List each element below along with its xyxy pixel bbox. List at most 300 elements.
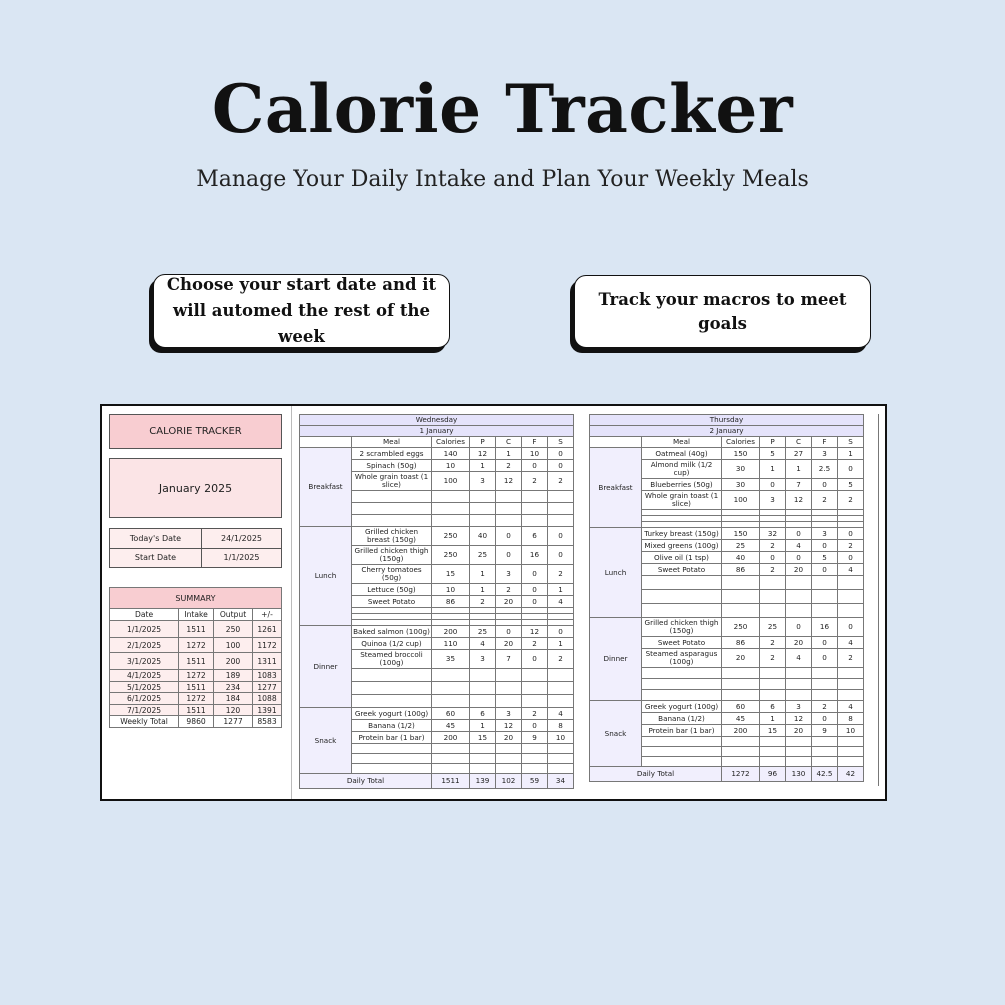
food-value[interactable]: 2 (838, 540, 864, 552)
empty-cell[interactable] (786, 668, 812, 679)
food-value[interactable]: 0 (838, 618, 864, 637)
empty-cell[interactable] (786, 757, 812, 767)
food-value[interactable]: 0 (838, 552, 864, 564)
empty-cell[interactable] (548, 682, 574, 695)
empty-cell[interactable] (352, 515, 432, 527)
food-value[interactable]: 16 (812, 618, 838, 637)
food-name[interactable]: Greek yogurt (100g) (352, 708, 432, 720)
food-value[interactable]: 20 (722, 649, 760, 668)
food-value[interactable]: 86 (722, 637, 760, 649)
empty-cell[interactable] (760, 679, 786, 690)
food-value[interactable]: 0 (496, 527, 522, 546)
food-value[interactable]: 12 (786, 491, 812, 510)
summary-cell: 1088 (253, 693, 282, 705)
food-value[interactable]: 2 (760, 564, 786, 576)
start-date-label: Start Date (110, 548, 202, 568)
food-name[interactable]: Mixed greens (100g) (642, 540, 722, 552)
column-header: Calories (722, 437, 760, 448)
food-value[interactable]: 1 (470, 460, 496, 472)
food-value[interactable]: 60 (432, 708, 470, 720)
food-value[interactable]: 4 (548, 708, 574, 720)
food-value[interactable]: 0 (760, 552, 786, 564)
summary-cell: 7/1/2025 (110, 705, 179, 716)
food-value[interactable]: 2 (522, 708, 548, 720)
empty-cell[interactable] (496, 695, 522, 708)
food-value[interactable]: 16 (522, 546, 548, 565)
food-value[interactable]: 15 (470, 732, 496, 744)
food-value[interactable]: 3 (786, 701, 812, 713)
callout-start-date (153, 274, 450, 348)
food-value[interactable]: 200 (722, 725, 760, 737)
empty-cell[interactable] (496, 491, 522, 503)
food-value[interactable]: 3 (470, 472, 496, 491)
empty-cell[interactable] (352, 491, 432, 503)
empty-cell[interactable] (548, 744, 574, 754)
food-value[interactable]: 150 (722, 448, 760, 460)
summary-cell: 1272 (179, 670, 214, 682)
food-value[interactable]: 2 (812, 491, 838, 510)
food-value[interactable]: 1 (838, 448, 864, 460)
meal-name: Lunch (590, 528, 642, 618)
food-value[interactable]: 0 (522, 584, 548, 596)
empty-cell[interactable] (786, 690, 812, 701)
empty-cell[interactable] (470, 491, 496, 503)
food-value[interactable]: 4 (470, 638, 496, 650)
food-name[interactable]: Greek yogurt (100g) (642, 701, 722, 713)
empty-cell[interactable] (760, 747, 786, 757)
food-value[interactable]: 45 (722, 713, 760, 725)
food-name[interactable]: Whole grain toast (1 slice) (642, 491, 722, 510)
food-value[interactable]: 25 (470, 626, 496, 638)
food-value[interactable]: 250 (432, 527, 470, 546)
empty-cell[interactable] (722, 737, 760, 747)
empty-cell[interactable] (642, 690, 722, 701)
food-value[interactable]: 27 (786, 448, 812, 460)
food-value[interactable]: 20 (496, 732, 522, 744)
empty-cell[interactable] (548, 695, 574, 708)
food-name[interactable]: Protein bar (1 bar) (352, 732, 432, 744)
food-value[interactable]: 1 (470, 565, 496, 584)
empty-cell[interactable] (812, 757, 838, 767)
food-value[interactable]: 0 (548, 626, 574, 638)
empty-cell[interactable] (522, 754, 548, 764)
food-value[interactable]: 45 (432, 720, 470, 732)
empty-cell[interactable] (352, 695, 432, 708)
empty-cell[interactable] (722, 604, 760, 618)
empty-cell[interactable] (812, 679, 838, 690)
empty-cell[interactable] (722, 576, 760, 590)
food-value[interactable]: 1 (548, 638, 574, 650)
empty-cell[interactable] (838, 668, 864, 679)
empty-cell[interactable] (470, 515, 496, 527)
empty-cell[interactable] (838, 690, 864, 701)
food-value[interactable]: 0 (786, 528, 812, 540)
blank-header (590, 437, 642, 448)
food-value[interactable]: 140 (432, 448, 470, 460)
day-name: Thursday (590, 415, 864, 426)
empty-cell[interactable] (812, 690, 838, 701)
food-value[interactable]: 20 (786, 725, 812, 737)
empty-cell[interactable] (722, 590, 760, 604)
food-value[interactable]: 32 (760, 528, 786, 540)
food-value[interactable]: 1 (548, 584, 574, 596)
food-name[interactable]: Grilled chicken breast (150g) (352, 527, 432, 546)
food-value[interactable]: 30 (722, 460, 760, 479)
food-value[interactable]: 5 (760, 448, 786, 460)
food-value[interactable]: 25 (760, 618, 786, 637)
food-value[interactable]: 0 (786, 552, 812, 564)
empty-cell[interactable] (642, 747, 722, 757)
food-value[interactable]: 6 (470, 708, 496, 720)
empty-cell[interactable] (642, 590, 722, 604)
start-date-value[interactable]: 1/1/2025 (202, 548, 282, 568)
food-value[interactable]: 2 (760, 540, 786, 552)
empty-cell[interactable] (352, 764, 432, 774)
empty-cell[interactable] (838, 747, 864, 757)
food-value[interactable]: 7 (496, 650, 522, 669)
summary-row (110, 621, 282, 638)
empty-cell[interactable] (838, 604, 864, 618)
food-value[interactable]: 3 (812, 448, 838, 460)
empty-cell[interactable] (812, 737, 838, 747)
empty-cell[interactable] (432, 754, 470, 764)
empty-cell[interactable] (642, 737, 722, 747)
food-value[interactable]: 6 (760, 701, 786, 713)
food-value[interactable]: 0 (812, 637, 838, 649)
food-value[interactable]: 4 (838, 564, 864, 576)
food-name[interactable]: Almond milk (1/2 cup) (642, 460, 722, 479)
food-value[interactable]: 0 (812, 649, 838, 668)
food-value[interactable]: 5 (812, 552, 838, 564)
food-value[interactable]: 15 (760, 725, 786, 737)
food-value[interactable]: 2 (522, 472, 548, 491)
empty-cell[interactable] (812, 747, 838, 757)
food-value[interactable]: 1 (760, 713, 786, 725)
empty-cell[interactable] (496, 515, 522, 527)
food-value[interactable]: 10 (838, 725, 864, 737)
food-value[interactable]: 12 (470, 448, 496, 460)
empty-cell[interactable] (470, 682, 496, 695)
empty-cell[interactable] (470, 695, 496, 708)
food-value[interactable]: 12 (496, 720, 522, 732)
food-value[interactable]: 86 (432, 596, 470, 608)
food-value[interactable]: 2 (548, 650, 574, 669)
empty-cell[interactable] (352, 682, 432, 695)
empty-cell[interactable] (432, 682, 470, 695)
empty-cell[interactable] (812, 590, 838, 604)
food-value[interactable]: 0 (812, 479, 838, 491)
food-value[interactable]: 25 (722, 540, 760, 552)
food-name[interactable]: Banana (1/2) (352, 720, 432, 732)
food-value[interactable]: 20 (496, 596, 522, 608)
food-value[interactable]: 3 (760, 491, 786, 510)
food-name[interactable]: Spinach (50g) (352, 460, 432, 472)
empty-cell[interactable] (548, 764, 574, 774)
empty-cell[interactable] (470, 764, 496, 774)
food-value[interactable]: 2 (496, 584, 522, 596)
empty-cell[interactable] (352, 669, 432, 682)
empty-cell[interactable] (812, 576, 838, 590)
empty-cell[interactable] (432, 669, 470, 682)
food-name[interactable]: Lettuce (50g) (352, 584, 432, 596)
food-value[interactable]: 0 (496, 626, 522, 638)
food-name[interactable]: Sweet Potato (352, 596, 432, 608)
empty-cell[interactable] (838, 590, 864, 604)
empty-cell[interactable] (786, 679, 812, 690)
food-value[interactable]: 0 (522, 720, 548, 732)
summary-cell: 1/1/2025 (110, 621, 179, 638)
food-value[interactable]: 1 (786, 460, 812, 479)
empty-cell[interactable] (496, 744, 522, 754)
food-name[interactable]: 2 scrambled eggs (352, 448, 432, 460)
food-name[interactable]: Baked salmon (100g) (353, 626, 430, 636)
food-value[interactable]: 10 (522, 448, 548, 460)
empty-cell[interactable] (496, 754, 522, 764)
empty-cell[interactable] (548, 754, 574, 764)
empty-cell[interactable] (522, 491, 548, 503)
food-value[interactable]: 10 (548, 732, 574, 744)
food-value[interactable]: 9 (522, 732, 548, 744)
empty-cell[interactable] (722, 757, 760, 767)
empty-cell[interactable] (786, 590, 812, 604)
food-value[interactable]: 0 (548, 460, 574, 472)
empty-cell[interactable] (496, 669, 522, 682)
food-value[interactable]: 30 (722, 479, 760, 491)
empty-cell[interactable] (352, 503, 432, 515)
empty-cell[interactable] (642, 668, 722, 679)
food-value[interactable]: 2 (496, 460, 522, 472)
food-name[interactable]: Steamed asparagus (100g) (642, 649, 722, 668)
empty-cell[interactable] (522, 764, 548, 774)
food-value[interactable]: 12 (786, 713, 812, 725)
food-value[interactable]: 250 (722, 618, 760, 637)
empty-cell[interactable] (548, 491, 574, 503)
empty-cell[interactable] (642, 576, 722, 590)
food-value[interactable]: 150 (722, 528, 760, 540)
empty-cell[interactable] (722, 747, 760, 757)
food-name[interactable]: Turkey breast (150g) (642, 528, 722, 540)
food-value[interactable]: 2 (470, 596, 496, 608)
empty-cell[interactable] (432, 695, 470, 708)
empty-cell[interactable] (760, 668, 786, 679)
empty-cell[interactable] (548, 515, 574, 527)
food-value[interactable]: 35 (432, 650, 470, 669)
empty-cell[interactable] (352, 744, 432, 754)
empty-cell[interactable] (642, 604, 722, 618)
food-value[interactable]: 10 (432, 584, 470, 596)
food-value[interactable]: 40 (470, 527, 496, 546)
food-value[interactable]: 3 (496, 565, 522, 584)
food-value[interactable]: 0 (838, 528, 864, 540)
empty-cell[interactable] (838, 757, 864, 767)
food-value[interactable]: 10 (432, 460, 470, 472)
empty-cell[interactable] (522, 695, 548, 708)
food-value[interactable]: 0 (548, 527, 574, 546)
empty-cell[interactable] (522, 744, 548, 754)
food-value[interactable]: 3 (812, 528, 838, 540)
food-value[interactable]: 4 (838, 637, 864, 649)
summary-header: Intake (179, 609, 214, 621)
empty-cell[interactable] (522, 515, 548, 527)
day-date-row (590, 426, 864, 437)
food-name[interactable]: Steamed broccoli (100g) (352, 650, 432, 669)
food-value[interactable]: 200 (432, 626, 470, 638)
empty-cell[interactable] (432, 515, 470, 527)
food-name[interactable]: Olive oil (1 tsp) (642, 552, 722, 564)
food-value[interactable]: 0 (838, 460, 864, 479)
summary-cell: 234 (214, 682, 253, 693)
summary-cell: 1511 (179, 705, 214, 716)
empty-cell[interactable] (470, 754, 496, 764)
empty-cell[interactable] (838, 737, 864, 747)
food-name[interactable]: Cherry tomatoes (50g) (352, 565, 432, 584)
empty-cell[interactable] (642, 757, 722, 767)
empty-cell[interactable] (760, 690, 786, 701)
food-value[interactable]: 9 (812, 725, 838, 737)
food-value[interactable]: 4 (786, 649, 812, 668)
food-value[interactable]: 20 (786, 564, 812, 576)
food-name[interactable]: Blueberries (50g) (642, 479, 722, 491)
empty-cell[interactable] (838, 576, 864, 590)
empty-cell[interactable] (470, 744, 496, 754)
food-value[interactable]: 100 (432, 472, 470, 491)
empty-cell[interactable] (432, 744, 470, 754)
food-value[interactable]: 0 (496, 546, 522, 565)
food-name[interactable]: Protein bar (1 bar) (642, 725, 722, 737)
food-value[interactable]: 5 (838, 479, 864, 491)
food-value[interactable]: 2 (812, 701, 838, 713)
food-value[interactable]: 0 (786, 618, 812, 637)
food-value[interactable]: 2 (838, 491, 864, 510)
food-value[interactable]: 0 (522, 565, 548, 584)
daily-total-label: Daily Total (590, 767, 722, 782)
food-value[interactable]: 100 (722, 491, 760, 510)
empty-cell[interactable] (786, 747, 812, 757)
food-value[interactable]: 12 (522, 626, 548, 638)
food-value[interactable]: 40 (722, 552, 760, 564)
empty-cell[interactable] (432, 764, 470, 774)
food-value[interactable]: 250 (432, 546, 470, 565)
food-value[interactable]: 0 (522, 460, 548, 472)
food-name[interactable]: Quinoa (1/2 cup) (352, 638, 432, 650)
todays-date-row (110, 529, 282, 549)
todays-date-value[interactable]: 24/1/2025 (202, 529, 282, 549)
food-value[interactable]: 1 (470, 584, 496, 596)
food-value[interactable]: 15 (432, 565, 470, 584)
food-value[interactable]: 0 (522, 650, 548, 669)
food-name[interactable]: Sweet Potato (642, 637, 722, 649)
food-value[interactable]: 3 (496, 708, 522, 720)
empty-cell[interactable] (522, 503, 548, 515)
food-name[interactable]: Grilled chicken thigh (150g) (352, 546, 432, 565)
food-value[interactable]: 0 (812, 713, 838, 725)
food-name[interactable]: Banana (1/2) (642, 713, 722, 725)
column-header: Meal (642, 437, 722, 448)
empty-cell[interactable] (812, 604, 838, 618)
empty-cell[interactable] (496, 503, 522, 515)
food-value[interactable]: 1 (496, 448, 522, 460)
food-value[interactable]: 1 (760, 460, 786, 479)
empty-cell[interactable] (722, 679, 760, 690)
food-value[interactable]: 2 (760, 649, 786, 668)
food-value[interactable]: 2 (548, 565, 574, 584)
empty-cell[interactable] (760, 590, 786, 604)
food-value[interactable]: 60 (722, 701, 760, 713)
empty-cell[interactable] (838, 679, 864, 690)
food-value[interactable]: 20 (496, 638, 522, 650)
empty-cell[interactable] (786, 604, 812, 618)
empty-cell[interactable] (432, 503, 470, 515)
food-value[interactable]: 2.5 (812, 460, 838, 479)
food-value[interactable]: 7 (786, 479, 812, 491)
food-value[interactable]: 4 (548, 596, 574, 608)
food-value[interactable]: 25 (470, 546, 496, 565)
food-name[interactable]: Grilled chicken thigh (150g) (642, 618, 722, 637)
food-value[interactable]: 1 (470, 720, 496, 732)
summary-cell: 1261 (253, 621, 282, 638)
empty-cell[interactable] (760, 737, 786, 747)
food-value[interactable]: 3 (470, 650, 496, 669)
empty-cell[interactable] (548, 669, 574, 682)
food-value[interactable]: 0 (812, 564, 838, 576)
empty-cell[interactable] (522, 669, 548, 682)
food-value[interactable]: 6 (522, 527, 548, 546)
empty-cell[interactable] (760, 576, 786, 590)
food-value[interactable]: 8 (548, 720, 574, 732)
empty-cell[interactable] (470, 503, 496, 515)
food-name[interactable]: Sweet Potato (642, 564, 722, 576)
empty-cell[interactable] (786, 576, 812, 590)
food-value[interactable]: 12 (496, 472, 522, 491)
food-value[interactable]: 2 (522, 638, 548, 650)
food-value[interactable]: 4 (838, 701, 864, 713)
food-value[interactable]: 20 (786, 637, 812, 649)
empty-cell[interactable] (760, 604, 786, 618)
food-value[interactable]: 0 (548, 448, 574, 460)
empty-cell[interactable] (496, 682, 522, 695)
food-value[interactable]: 110 (432, 638, 470, 650)
empty-cell[interactable] (548, 503, 574, 515)
food-value[interactable]: 0 (522, 596, 548, 608)
food-value[interactable]: 2 (760, 637, 786, 649)
food-value[interactable]: 2 (548, 472, 574, 491)
summary-table (109, 587, 282, 728)
column-header: F (812, 437, 838, 448)
summary-cell: 1311 (253, 653, 282, 670)
empty-cell[interactable] (812, 668, 838, 679)
food-value[interactable]: 0 (812, 540, 838, 552)
food-value[interactable]: 8 (838, 713, 864, 725)
food-value[interactable]: 200 (432, 732, 470, 744)
food-value[interactable]: 86 (722, 564, 760, 576)
food-name[interactable]: Oatmeal (40g) (642, 448, 722, 460)
empty-cell[interactable] (722, 690, 760, 701)
food-value[interactable]: 0 (760, 479, 786, 491)
empty-cell[interactable] (470, 669, 496, 682)
empty-cell[interactable] (786, 737, 812, 747)
empty-cell[interactable] (352, 754, 432, 764)
food-value[interactable]: 4 (786, 540, 812, 552)
food-name[interactable]: Whole grain toast (1 slice) (352, 472, 432, 491)
food-value[interactable]: 2 (838, 649, 864, 668)
empty-cell[interactable] (642, 679, 722, 690)
empty-cell[interactable] (522, 682, 548, 695)
empty-cell[interactable] (432, 491, 470, 503)
food-value[interactable]: 0 (548, 546, 574, 565)
empty-cell[interactable] (722, 668, 760, 679)
empty-cell[interactable] (760, 757, 786, 767)
empty-cell[interactable] (496, 764, 522, 774)
